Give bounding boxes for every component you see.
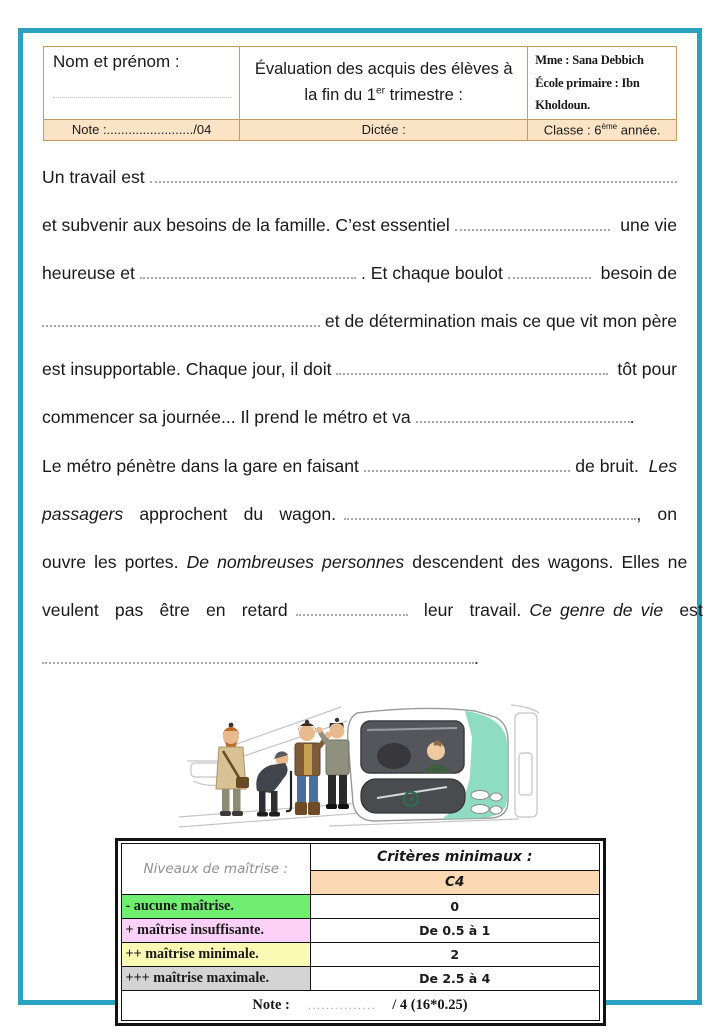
title-line2: la fin du 1er trimestre :	[304, 85, 464, 104]
school-name: École primaire : Ibn Kholdoun.	[535, 75, 640, 112]
criteria-table-wrap	[115, 838, 606, 1026]
criteria-row	[121, 894, 599, 918]
dictation-segment: veulent pas être en retard	[42, 600, 296, 621]
dictation-segment: et subvenir aux besoins de la famille. C’est essentiel	[42, 214, 455, 235]
dictation-segment: De nombreuses personnes	[186, 552, 405, 572]
criteria-row	[121, 942, 599, 966]
mastery-level-score: De 0.5 à 1	[310, 918, 599, 942]
dictation-segment: leur travail.	[407, 600, 530, 621]
answer-blank	[42, 656, 474, 664]
criteria-table	[121, 843, 600, 1021]
answer-blank	[364, 464, 571, 472]
dictation-line	[42, 552, 688, 600]
dictation-segment: de bruit.	[570, 455, 649, 476]
header-row-sub	[44, 119, 677, 140]
passenger-olive-jacket	[316, 717, 349, 808]
answer-blank	[508, 271, 591, 279]
dictation-segment: est insupportable. Chaque jour, il doit	[42, 359, 337, 380]
note-cell: Note :......................../04	[44, 119, 240, 140]
dictation-line	[42, 263, 677, 311]
dictation-text	[42, 166, 703, 697]
mastery-level-label: + maîtrise insuffisante.	[121, 918, 310, 942]
criteria-row	[121, 918, 599, 942]
mastery-level-label: - aucune maîtrise.	[121, 894, 310, 918]
answer-blank	[416, 415, 630, 423]
dictation-segment: est	[663, 600, 703, 621]
passenger-tan-coat	[216, 722, 249, 815]
dictation-segment: , on	[636, 503, 677, 524]
answer-blank	[344, 512, 636, 520]
note-line	[121, 990, 599, 1020]
dictation-segment: Un travail est	[42, 166, 150, 187]
dictation-segment: Les	[648, 455, 677, 476]
metro-train	[348, 708, 508, 821]
header-row-main	[44, 47, 677, 120]
dictation-segment: approchent du wagon.	[123, 503, 345, 524]
teacher-cell	[528, 47, 677, 120]
answer-blank	[296, 608, 408, 616]
dictation-segment: passagers	[42, 503, 124, 524]
dictation-segment: .	[474, 648, 479, 669]
dictation-line	[42, 215, 677, 263]
dictation-segment: tôt pour	[607, 359, 677, 380]
criteria-rows	[121, 894, 599, 990]
answer-blank	[455, 223, 611, 231]
dictation-segment: . Et chaque boulot	[356, 262, 508, 283]
dictation-segment: et de détermination mais ce que vit mon père	[320, 311, 677, 332]
dictation-segment: heureuse et	[42, 262, 140, 283]
levels-header: Niveaux de maîtrise :	[121, 843, 310, 894]
note-scale: / 4 (16*0.25)	[392, 996, 468, 1013]
dictation-segment: ouvre les portes.	[42, 552, 187, 572]
dictation-segment: Ce genre de vie	[529, 600, 664, 621]
dictation-line	[42, 456, 677, 504]
metro-station-illustration	[179, 699, 541, 831]
dictation-line	[42, 407, 677, 455]
criteria-header-row	[121, 843, 599, 870]
note-blank: ...............	[307, 999, 377, 1012]
front-panel	[361, 779, 465, 813]
dictation-segment: .	[629, 407, 635, 428]
mastery-level-score: 0	[310, 894, 599, 918]
name-label: Nom et prénom :	[53, 52, 180, 71]
dictation-line	[42, 648, 677, 696]
dictation-segment: besoin de	[590, 262, 677, 283]
ordinal-sup: er	[375, 85, 386, 97]
classe-cell: Classe : 6ème année.	[528, 119, 677, 140]
note-row	[121, 990, 599, 1020]
passenger-bent-dark-coat	[256, 751, 291, 816]
answer-blank	[140, 271, 356, 279]
classe-sup: ème	[601, 121, 618, 131]
name-cell	[44, 47, 240, 120]
dictation-line	[42, 600, 703, 648]
passengers-group	[216, 717, 349, 816]
criteria-row	[121, 966, 599, 990]
dictation-segment: commencer sa journée... Il prend le métro et va	[42, 407, 416, 428]
mastery-level-label: +++ maîtrise maximale.	[121, 966, 310, 990]
title-line1: Évaluation des acquis des élèves à	[254, 60, 513, 79]
note-label: Note :	[252, 996, 290, 1013]
answer-blank	[150, 175, 677, 183]
mastery-level-score: De 2.5 à 4	[310, 966, 599, 990]
teacher-name: Mme : Sana Debbich	[535, 53, 644, 67]
criteria-header: Critères minimaux :	[310, 843, 599, 870]
dictation-segment: une vie	[610, 214, 677, 235]
dictation-segment: descendent des wagons. Elles ne	[404, 552, 688, 572]
umbrella	[286, 771, 291, 811]
dictation-line	[42, 167, 677, 215]
dictee-cell: Dictée :	[240, 119, 528, 140]
mastery-level-score: 2	[310, 942, 599, 966]
dictation-line	[42, 311, 677, 359]
dictation-segment: Le métro pénètre dans la gare en faisant	[42, 455, 364, 476]
dictation-line	[42, 504, 677, 552]
worksheet-page	[18, 28, 703, 1013]
mastery-level-label: ++ maîtrise minimale.	[121, 942, 310, 966]
dictation-line	[42, 359, 677, 407]
title-cell	[240, 47, 528, 120]
name-blank-line	[53, 95, 231, 98]
criterion-code: C4	[310, 870, 599, 894]
answer-blank	[336, 367, 607, 375]
header-table	[43, 46, 677, 141]
answer-blank	[42, 319, 320, 327]
